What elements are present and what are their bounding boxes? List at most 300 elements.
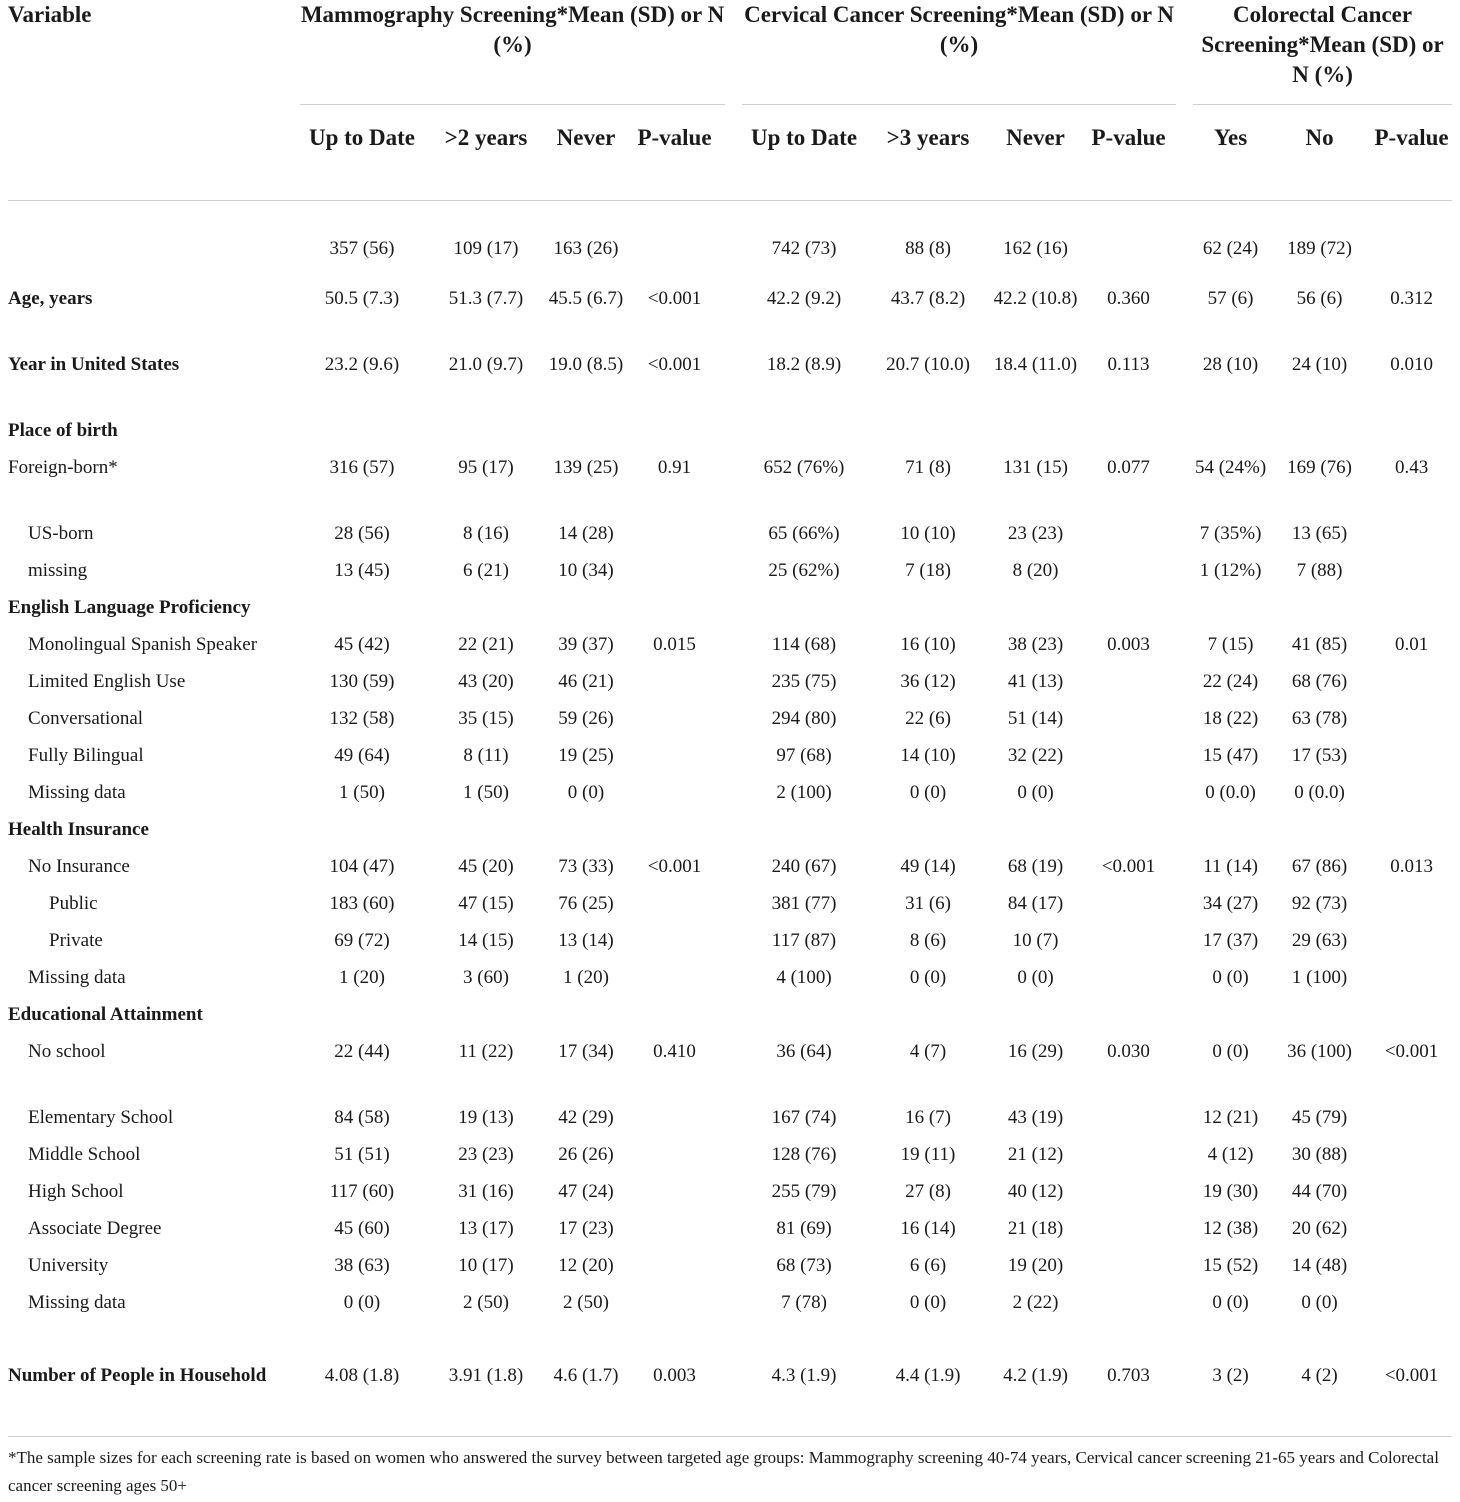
table-cell	[1081, 1001, 1176, 1038]
table-cell	[1081, 779, 1176, 816]
table-cell: 21 (18)	[1007, 1217, 1064, 1239]
table-cell	[1371, 1252, 1452, 1289]
table-cell: 0.410	[653, 1040, 696, 1062]
row-label: No Insurance	[28, 855, 130, 877]
table-cell: 3 (2)	[1212, 1364, 1249, 1386]
table-cell: 4 (7)	[909, 1040, 947, 1062]
table-cell: 0.113	[1107, 353, 1150, 375]
table-row	[0, 1178, 1452, 1215]
table-cell	[1371, 1215, 1452, 1252]
table-cell	[1193, 417, 1268, 454]
table-cell: 10 (17)	[458, 1254, 514, 1276]
table-cell: 19 (25)	[558, 744, 614, 766]
table-cell	[1371, 1178, 1452, 1215]
table-cell: 3 (60)	[463, 966, 509, 988]
table-cell	[548, 1001, 624, 1038]
subheader-mammo-2years: >2 years	[444, 124, 528, 150]
table-cell: 16 (10)	[900, 633, 956, 655]
table-cell	[624, 1178, 725, 1215]
table-cell: 235 (75)	[771, 670, 837, 692]
table-cell	[624, 1104, 725, 1141]
table-cell	[1081, 1104, 1176, 1141]
table-cell: 0.010	[1390, 353, 1433, 375]
table-cell: 17 (53)	[1291, 744, 1348, 766]
table-cell: 0 (0)	[1301, 1291, 1338, 1313]
table-cell: 12 (21)	[1202, 1106, 1259, 1128]
table-cell	[624, 816, 725, 853]
table-cell	[1371, 705, 1452, 742]
table-cell	[742, 417, 866, 454]
subheader-colorectal-no: No	[1305, 124, 1334, 150]
table-cell: 19 (30)	[1202, 1180, 1259, 1202]
table-cell: 27 (8)	[905, 1180, 951, 1202]
table-cell	[624, 1289, 725, 1339]
table-cell: 19 (13)	[458, 1106, 514, 1128]
table-cell: 28 (56)	[334, 522, 390, 544]
table-cell: 26 (26)	[558, 1143, 614, 1165]
table-cell: 56 (6)	[1296, 287, 1343, 309]
table-cell: 2 (22)	[1012, 1291, 1059, 1313]
table-cell	[624, 594, 725, 631]
table-cell	[424, 816, 548, 853]
table-cell: 2 (50)	[463, 1291, 509, 1313]
table-cell: 117 (87)	[771, 929, 837, 951]
table-cell: 19 (20)	[1007, 1254, 1064, 1276]
table-cell: 54 (24%)	[1194, 456, 1267, 478]
row-label	[0, 219, 300, 285]
table-row	[0, 594, 1452, 631]
table-cell: 92 (73)	[1291, 892, 1348, 914]
table-cell	[624, 668, 725, 705]
subheader-cervical-pvalue: P-value	[1091, 124, 1166, 150]
table-cell: 13 (65)	[1291, 522, 1348, 544]
table-cell: 294 (80)	[771, 707, 837, 729]
table-cell: 183 (60)	[329, 892, 395, 914]
table-cell: 189 (72)	[1287, 237, 1353, 259]
table-cell: 0 (0.0)	[1294, 781, 1345, 803]
table-body	[0, 219, 1452, 1419]
table-row	[0, 454, 1452, 520]
table-cell: 12 (20)	[558, 1254, 614, 1276]
table-cell	[624, 779, 725, 816]
table-row	[0, 417, 1452, 454]
table-cell: 49 (64)	[334, 744, 390, 766]
table-cell: 6 (6)	[909, 1254, 947, 1276]
table-cell	[424, 594, 548, 631]
row-label: Limited English Use	[28, 670, 186, 692]
table-cell	[624, 1001, 725, 1038]
table-cell	[624, 1252, 725, 1289]
table-cell	[1371, 816, 1452, 853]
table-cell: 68 (73)	[776, 1254, 832, 1276]
table-cell: 35 (15)	[458, 707, 514, 729]
table-cell: 4 (12)	[1207, 1143, 1254, 1165]
table-cell: 1 (20)	[563, 966, 609, 988]
table-cell: 109 (17)	[453, 237, 519, 259]
table-cell	[1371, 594, 1452, 631]
table-cell: 42.2 (10.8)	[993, 287, 1078, 309]
subheader-mammo-pvalue: P-value	[637, 124, 712, 150]
table-cell	[1268, 816, 1371, 853]
table-row	[0, 219, 1452, 285]
table-cell: 45 (42)	[334, 633, 390, 655]
table-cell: 21.0 (9.7)	[448, 353, 524, 375]
row-label: Age, years	[8, 287, 93, 309]
table-cell: 1 (12%)	[1199, 559, 1262, 581]
table-cell	[1081, 964, 1176, 1001]
table-cell: 357 (56)	[329, 237, 395, 259]
row-label: High School	[28, 1180, 124, 1202]
table-row	[0, 631, 1452, 668]
table-cell: 0.077	[1107, 456, 1150, 478]
table-cell: 117 (60)	[329, 1180, 395, 1202]
row-label: University	[28, 1254, 109, 1276]
table-cell: 4.3 (1.9)	[771, 1364, 837, 1386]
table-cell	[990, 1001, 1081, 1038]
table-cell	[1371, 890, 1452, 927]
footnote: *The sample sizes for each screening rate is based on women who answered the survey between targeted age groups: Mammography screening 40-74 years, Cervical cancer screening 21-65 years and Colorectal cancer screening ages 50+	[8, 1448, 1439, 1495]
table-cell: 14 (10)	[900, 744, 956, 766]
table-row	[0, 351, 1452, 417]
table-row	[0, 1104, 1452, 1141]
table-cell: 51.3 (7.7)	[448, 287, 524, 309]
table-cell: 32 (22)	[1007, 744, 1064, 766]
row-label: missing	[28, 559, 88, 581]
table-row	[0, 742, 1452, 779]
table-cell: 16 (7)	[905, 1106, 951, 1128]
table-cell	[990, 594, 1081, 631]
table-cell	[1371, 668, 1452, 705]
table-cell: 10 (34)	[558, 559, 614, 581]
row-label: Number of People in Household	[8, 1364, 267, 1386]
table-cell: 19 (11)	[900, 1143, 956, 1165]
table-cell: <0.001	[647, 855, 702, 877]
table-cell: <0.001	[1384, 1040, 1439, 1062]
table-cell: 8 (6)	[909, 929, 947, 951]
table-cell: 42 (29)	[558, 1106, 614, 1128]
row-label: Monolingual Spanish Speaker	[28, 633, 258, 655]
table-cell	[742, 594, 866, 631]
subheader-colorectal-yes: Yes	[1213, 124, 1248, 150]
table-row	[0, 1001, 1452, 1038]
table-cell: 34 (27)	[1202, 892, 1259, 914]
table-cell	[624, 964, 725, 1001]
table-cell: 0 (0)	[1017, 781, 1054, 803]
table-cell	[866, 816, 990, 853]
table-cell	[1371, 1001, 1452, 1038]
table-cell: 81 (69)	[776, 1217, 832, 1239]
table-cell: 20.7 (10.0)	[886, 353, 970, 375]
table-cell: 50.5 (7.3)	[324, 287, 400, 309]
table-cell: 0 (0)	[1017, 966, 1054, 988]
table-cell: 45 (60)	[334, 1217, 390, 1239]
table-cell: 23 (23)	[458, 1143, 514, 1165]
table-cell	[1371, 927, 1452, 964]
table-cell: 11 (14)	[1203, 855, 1258, 877]
table-cell	[624, 557, 725, 594]
table-cell: 14 (28)	[558, 522, 614, 544]
table-cell: 38 (23)	[1007, 633, 1064, 655]
row-label: Private	[49, 929, 103, 951]
row-label: Place of birth	[8, 419, 118, 441]
table-cell: 0 (0)	[1212, 1040, 1249, 1062]
table-cell: 0 (0)	[343, 1291, 381, 1313]
table-cell: 12 (38)	[1202, 1217, 1259, 1239]
subheader-cervical-never: Never	[1006, 124, 1065, 150]
table-cell: 44 (70)	[1291, 1180, 1348, 1202]
table-cell	[1371, 779, 1452, 816]
table-cell: 6 (21)	[463, 559, 509, 581]
table-cell: 22 (24)	[1202, 670, 1259, 692]
row-label: Elementary School	[28, 1106, 174, 1128]
table-cell: 104 (47)	[329, 855, 395, 877]
table-cell	[1268, 594, 1371, 631]
table-row	[0, 890, 1452, 927]
table-cell: 18.2 (8.9)	[766, 353, 842, 375]
table-cell	[300, 594, 424, 631]
table-cell	[1081, 1178, 1176, 1215]
table-cell: 8 (16)	[463, 522, 509, 544]
table-cell: 0 (0)	[1212, 1291, 1249, 1313]
row-label: No school	[28, 1040, 106, 1062]
table-cell	[990, 417, 1081, 454]
table-cell: 381 (77)	[771, 892, 837, 914]
table-cell: 15 (47)	[1202, 744, 1259, 766]
table-cell: 4.6 (1.7)	[553, 1364, 619, 1386]
table-cell: 29 (63)	[1291, 929, 1348, 951]
table-cell	[300, 1001, 424, 1038]
table-cell: 18.4 (11.0)	[993, 353, 1078, 375]
table-cell: 30 (88)	[1291, 1143, 1348, 1165]
table-cell	[1371, 1141, 1452, 1178]
table-cell: 0.91	[657, 456, 692, 478]
table-cell: 2 (50)	[563, 1291, 609, 1313]
row-label: Middle School	[28, 1143, 141, 1165]
table-cell: 76 (25)	[558, 892, 614, 914]
table-cell: 0.003	[1107, 633, 1150, 655]
table-cell: 169 (76)	[1287, 456, 1353, 478]
table-cell: 31 (16)	[458, 1180, 514, 1202]
table-cell: 4.4 (1.9)	[895, 1364, 961, 1386]
table-cell: 31 (6)	[905, 892, 951, 914]
table-cell	[1081, 417, 1176, 454]
table-cell: 3.91 (1.8)	[448, 1364, 524, 1386]
table-cell: 7 (18)	[905, 559, 951, 581]
table-cell: 97 (68)	[776, 744, 832, 766]
row-label: Year in United States	[8, 353, 180, 375]
table-cell: 68 (19)	[1007, 855, 1064, 877]
row-label: Fully Bilingual	[28, 744, 144, 766]
table-cell: 0.312	[1390, 287, 1433, 309]
row-label: Missing data	[28, 781, 126, 803]
table-cell	[548, 417, 624, 454]
table-cell: 162 (16)	[1003, 237, 1068, 259]
row-label: Health Insurance	[8, 818, 149, 840]
table-cell	[1081, 594, 1176, 631]
table-cell: 69 (72)	[334, 929, 390, 951]
table-cell: 22 (21)	[458, 633, 514, 655]
table-cell: 163 (26)	[553, 237, 619, 259]
table-cell: 167 (74)	[771, 1106, 837, 1128]
table-cell: 42.2 (9.2)	[766, 287, 842, 309]
table-cell: 14 (48)	[1291, 1254, 1348, 1276]
table-cell: 45 (20)	[458, 855, 514, 877]
table-cell	[742, 1001, 866, 1038]
table-row	[0, 816, 1452, 853]
table-cell: 45.5 (6.7)	[548, 287, 624, 309]
table-row	[0, 285, 1452, 351]
table-cell: 23 (23)	[1007, 522, 1064, 544]
table-cell: 43.7 (8.2)	[890, 287, 966, 309]
header-mammography: Mammography Screening*Mean (SD) or N (%)	[300, 2, 725, 57]
table-cell	[624, 219, 725, 285]
table-cell	[866, 1001, 990, 1038]
table-row	[0, 1339, 1452, 1419]
table-cell: 51 (14)	[1007, 707, 1064, 729]
table-cell	[624, 705, 725, 742]
table-cell	[548, 594, 624, 631]
table-cell: 652 (76%)	[763, 456, 845, 478]
table-cell	[1081, 742, 1176, 779]
table-cell: 36 (100)	[1287, 1040, 1353, 1062]
table-cell: 16 (14)	[900, 1217, 956, 1239]
table-cell: 62 (24)	[1202, 237, 1259, 259]
table-cell	[300, 417, 424, 454]
table-row	[0, 927, 1452, 964]
table-cell: 4.2 (1.9)	[1003, 1364, 1068, 1386]
row-label: English Language Proficiency	[8, 596, 251, 618]
subheader-mammo-never: Never	[556, 124, 616, 150]
table-cell	[424, 417, 548, 454]
row-label: Missing data	[28, 1291, 126, 1313]
table-row	[0, 520, 1452, 557]
table-cell	[624, 1215, 725, 1252]
table-cell: 36 (64)	[776, 1040, 832, 1062]
table-cell: 22 (6)	[905, 707, 951, 729]
table-cell: 7 (78)	[781, 1291, 827, 1313]
table-cell: 13 (17)	[458, 1217, 514, 1239]
table-cell: 39 (37)	[558, 633, 614, 655]
table-cell	[1081, 927, 1176, 964]
table-cell: <0.001	[1384, 1364, 1439, 1386]
header-cervical: Cervical Cancer Screening*Mean (SD) or N (%)	[744, 2, 1174, 57]
table-cell	[624, 890, 725, 927]
table-cell	[1081, 1252, 1176, 1289]
table-cell: <0.001	[647, 353, 702, 375]
table-cell: 46 (21)	[558, 670, 614, 692]
table-cell: 11 (22)	[458, 1040, 514, 1062]
row-label: Public	[49, 892, 98, 914]
row-label: Educational Attainment	[8, 1003, 203, 1025]
table-cell: 24 (10)	[1291, 353, 1348, 375]
table-row	[0, 1289, 1452, 1339]
table-cell: 132 (58)	[329, 707, 395, 729]
table-row	[0, 1141, 1452, 1178]
table-cell: 38 (63)	[334, 1254, 390, 1276]
table-cell: 43 (19)	[1007, 1106, 1064, 1128]
table-cell: 22 (44)	[334, 1040, 390, 1062]
table-cell	[624, 1141, 725, 1178]
table-cell	[1371, 219, 1452, 285]
row-label: Foreign-born*	[8, 456, 118, 478]
table-cell	[1081, 816, 1176, 853]
table-cell	[624, 417, 725, 454]
table-cell: 2 (100)	[776, 781, 832, 803]
table-cell	[1081, 1215, 1176, 1252]
table-cell: 7 (88)	[1296, 559, 1343, 581]
table-cell: 8 (11)	[463, 744, 509, 766]
header-divider	[8, 200, 1452, 201]
table-cell: 1 (100)	[1291, 966, 1348, 988]
table-cell: 1 (50)	[339, 781, 385, 803]
table-cell: 17 (34)	[558, 1040, 614, 1062]
table-cell: 1 (20)	[339, 966, 385, 988]
table-cell: 16 (29)	[1007, 1040, 1064, 1062]
table-cell	[1268, 417, 1371, 454]
table-cell	[1081, 705, 1176, 742]
table-cell: 131 (15)	[1003, 456, 1068, 478]
table-cell: 128 (76)	[771, 1143, 837, 1165]
table-cell: 0 (0)	[909, 1291, 947, 1313]
table-cell: 0.43	[1394, 456, 1429, 478]
table-cell: 57 (6)	[1207, 287, 1254, 309]
table-cell: 13 (45)	[334, 559, 390, 581]
table-cell: 95 (17)	[458, 456, 514, 478]
table-cell	[1081, 1141, 1176, 1178]
table-cell: 84 (17)	[1007, 892, 1064, 914]
table-cell: 47 (24)	[558, 1180, 614, 1202]
table-cell	[300, 816, 424, 853]
table-cell: 255 (79)	[771, 1180, 837, 1202]
table-cell	[1081, 557, 1176, 594]
header-variable: Variable	[8, 2, 92, 27]
table-row	[0, 1038, 1452, 1104]
table-cell: 0 (0)	[909, 966, 947, 988]
table-cell: 4 (100)	[776, 966, 832, 988]
table-cell	[1371, 742, 1452, 779]
table-row	[0, 668, 1452, 705]
table-cell	[990, 816, 1081, 853]
header-colorectal: Colorectal Cancer Screening*Mean (SD) or N (%)	[1201, 2, 1444, 87]
table-row	[0, 557, 1452, 594]
table-cell	[866, 594, 990, 631]
table-row	[0, 779, 1452, 816]
table-cell	[1081, 668, 1176, 705]
table-cell: 0.015	[653, 633, 696, 655]
table-cell	[1081, 890, 1176, 927]
table-cell	[424, 1001, 548, 1038]
table-cell	[1371, 964, 1452, 1001]
table-row	[0, 1252, 1452, 1289]
table-bottom-rule	[8, 1436, 1452, 1437]
table-cell	[548, 816, 624, 853]
table-cell	[742, 816, 866, 853]
table-cell: 14 (15)	[458, 929, 514, 951]
table-cell: 7 (15)	[1207, 633, 1254, 655]
table-cell: 25 (62%)	[768, 559, 840, 581]
table-cell: 0.013	[1390, 855, 1433, 877]
table-row	[0, 705, 1452, 742]
table-cell: 63 (78)	[1291, 707, 1348, 729]
table-cell: 88 (8)	[905, 237, 951, 259]
table-cell: 68 (76)	[1291, 670, 1348, 692]
table-cell: 15 (52)	[1202, 1254, 1259, 1276]
table-cell: 7 (35%)	[1199, 522, 1262, 544]
table-row	[0, 964, 1452, 1001]
row-label: Missing data	[28, 966, 126, 988]
table-cell: 8 (20)	[1012, 559, 1059, 581]
table-cell	[1371, 520, 1452, 557]
